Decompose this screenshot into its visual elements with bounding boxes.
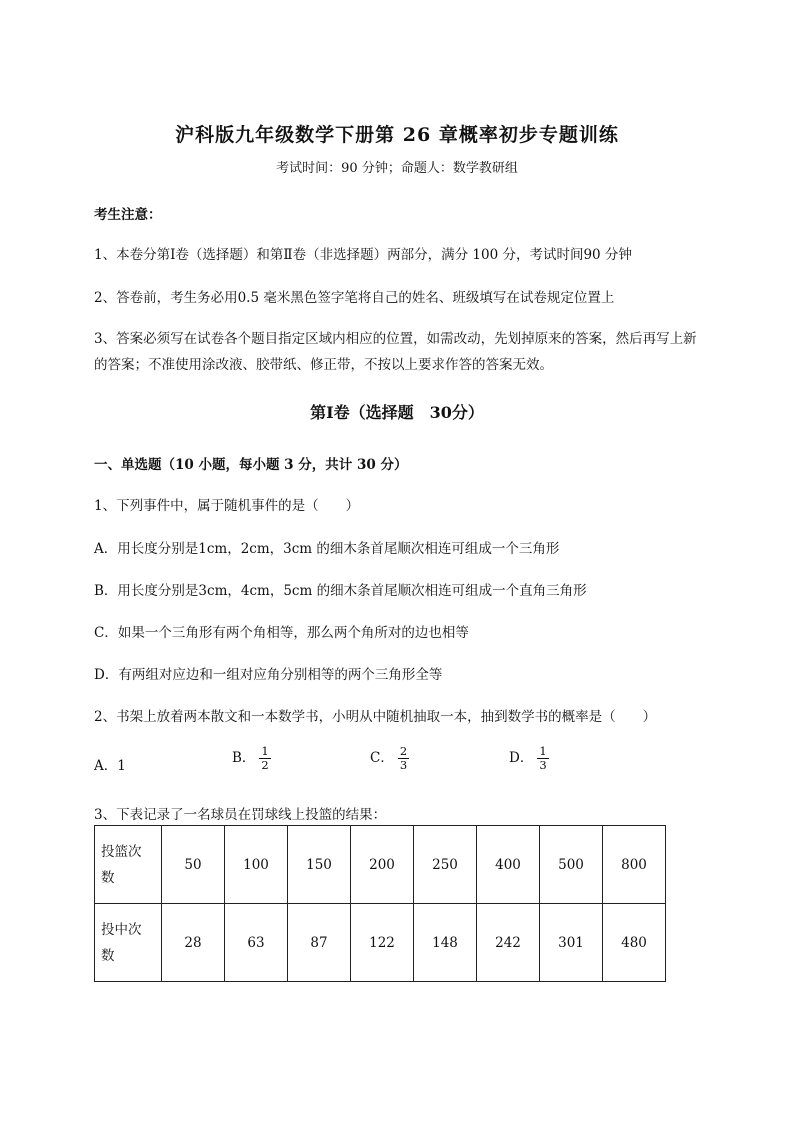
question-2-stem: 2、书架上放着两本散文和一本数学书，小明从中随机抽取一本，抽到数学书的概率是（ ） <box>94 709 657 725</box>
question-1-option-a: A．用长度分别是1cm，2cm，3cm 的细木条首尾顺次相连可组成一个三角形 <box>94 541 560 557</box>
question-3-stem: 3、下表记录了一名球员在罚球线上投篮的结果： <box>94 807 387 823</box>
table-cell: 500 <box>540 826 603 904</box>
notice-item-3-cont: 的答案；不准使用涂改液、胶带纸、修正带，不按以上要求作答的答案无效。 <box>94 357 553 373</box>
table-cell: 87 <box>288 904 351 982</box>
table-row-header: 投中次 数 <box>95 904 162 982</box>
question-1-option-b: B．用长度分别是3cm，4cm，5cm 的细木条首尾顺次相连可组成一个直角三角形 <box>94 583 587 599</box>
section-title: 第Ⅰ卷（选择题 30分） <box>310 403 484 422</box>
notice-item-2: 2、答卷前，考生务必用0.5 毫米黑色签字笔将自己的姓名、班级填写在试卷规定位置上 <box>94 290 615 306</box>
exam-info: 考试时间：90 分钟；命题人：数学教研组 <box>276 161 518 176</box>
question-1-stem: 1、下列事件中，属于随机事件的是（ ） <box>94 498 360 514</box>
fraction-denominator: 2 <box>261 758 269 772</box>
notice-item-1: 1、本卷分第Ⅰ卷（选择题）和第Ⅱ卷（非选择题）两部分，满分 100 分，考试时间90 分钟 <box>94 247 632 263</box>
fraction-denominator: 3 <box>399 758 408 772</box>
fraction <box>259 745 270 772</box>
fraction <box>398 745 409 772</box>
table-cell: 480 <box>603 904 666 982</box>
table-cell: 50 <box>162 826 225 904</box>
table-row <box>95 826 666 904</box>
table-cell: 122 <box>351 904 414 982</box>
table-cell: 28 <box>162 904 225 982</box>
notice-heading: 考生注意： <box>94 207 162 223</box>
table-cell: 100 <box>225 826 288 904</box>
table-cell: 63 <box>225 904 288 982</box>
table-cell: 301 <box>540 904 603 982</box>
question-1-option-d: D．有两组对应边和一组对应角分别相等的两个三角形全等 <box>94 667 443 683</box>
part-heading: 一、单选题（10 小题，每小题 3 分，共计 30 分） <box>94 457 408 473</box>
table-cell: 800 <box>603 826 666 904</box>
fraction-numerator: 1 <box>539 744 547 758</box>
table-cell: 200 <box>351 826 414 904</box>
option-label: A．1 <box>94 758 126 774</box>
fraction-numerator: 2 <box>399 744 408 758</box>
shooting-results-table <box>94 825 666 982</box>
option-label: D． <box>509 750 534 766</box>
table-cell: 400 <box>477 826 540 904</box>
table-row-header: 投篮次 数 <box>95 826 162 904</box>
question-2-option-a <box>94 754 126 774</box>
option-label: C． <box>370 750 394 766</box>
table-row <box>95 904 666 982</box>
fraction <box>537 745 548 772</box>
page-title: 沪科版九年级数学下册第 26 章概率初步专题训练 <box>175 124 619 146</box>
option-label: B． <box>232 750 256 766</box>
table-cell: 242 <box>477 904 540 982</box>
fraction-numerator: 1 <box>261 744 269 758</box>
question-2-option-b <box>232 745 271 772</box>
question-1-option-c: C．如果一个三角形有两个角相等，那么两个角所对的边也相等 <box>94 625 469 641</box>
table-cell: 148 <box>414 904 477 982</box>
question-2-option-d <box>509 745 549 772</box>
table-cell: 250 <box>414 826 477 904</box>
fraction-denominator: 3 <box>539 758 547 772</box>
question-2-option-c <box>370 745 409 772</box>
table-cell: 150 <box>288 826 351 904</box>
notice-item-3: 3、答案必须写在试卷各个题目指定区域内相应的位置，如需改动，先划掉原来的答案，然后再写上新 <box>94 331 697 347</box>
